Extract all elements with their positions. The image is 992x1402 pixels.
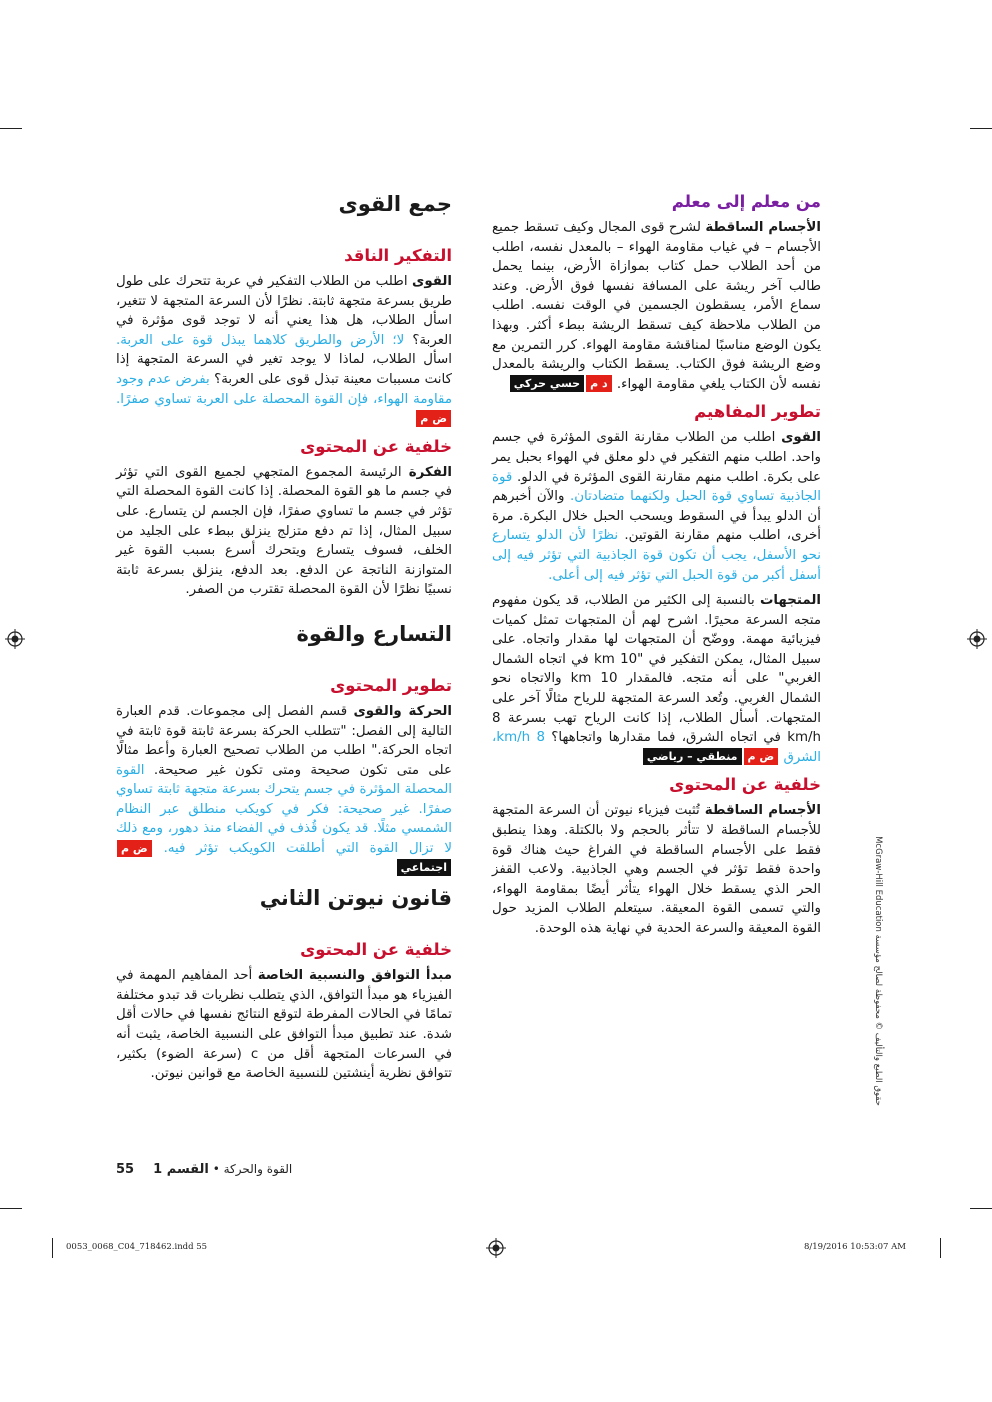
critical-thinking-heading: التفكير الناقد bbox=[344, 246, 452, 265]
concepts-text-forces-2: والآن أخبرهم أن الدلو يبدأ في السقوط ويسحب الحبل خلال البكرة. مرة أخرى، اطلب منهم مقارنة القوتين. bbox=[492, 489, 821, 544]
falling-background-paragraph bbox=[492, 801, 821, 938]
content-development-answer: القوة المحصلة المؤثرة في جسم يتحرك بسرعة متجهة ثابتة تساوي صفرًا. غير صحيحة: فكر في كويكب منطلق عبر النظام الشمسي مثلًا. قد يكون قُذف في الفضاء منذ دهور، ومع ذلك لا تزال القوة التي أطلقت الكويكب تؤثر فيه. bbox=[116, 762, 452, 857]
forces-title: جمع القوى bbox=[338, 192, 452, 216]
registration-mark-icon bbox=[967, 629, 987, 649]
registration-mark-icon bbox=[486, 1238, 506, 1258]
concepts-answer-2: نظرًا لأن الدلو يتسارع نحو الأسفل، يجب أن تكون قوة الجاذبية التي تؤثر فيه إلى أسفل أكبر من قوة الحبل التي تؤثر فيه إلى أعلى. bbox=[492, 528, 821, 583]
concepts-term-forces: القوى bbox=[781, 430, 821, 446]
main-idea-paragraph bbox=[116, 463, 452, 600]
concepts-heading: تطوير المفاهيم bbox=[694, 402, 821, 422]
critical-thinking-text-2: اسأل الطلاب، لماذا لا يوجد تغير في السرعة المتجهة إذا كانت مسببات معينة تبذل قوى على العربة؟ bbox=[116, 352, 452, 387]
copyright-side-text bbox=[870, 806, 886, 1136]
slug-datetime: 8/19/2016 10:53:07 AM bbox=[804, 1242, 907, 1252]
teacher-heading: من معلم إلى معلم bbox=[671, 192, 821, 211]
critical-thinking-text: اطلب من الطلاب التفكير في عربة تتحرك على طول طريق بسرعة متجهة ثابتة. نظرًا لأن السرعة المتجهة لا تتغير، اسأل الطلاب، هل هذا يعني أنه لا توجد قوى مؤثرة في العربة؟ bbox=[116, 274, 452, 348]
section-title: القوة والحركة bbox=[223, 1162, 293, 1176]
teacher-term: الأجسام الساقطة bbox=[705, 220, 821, 235]
copyright-text: حقوق الطبع والتأليف © محفوظة لصالح مؤسسة McGraw-Hill Education bbox=[873, 836, 883, 1106]
concepts-text-vectors: بالنسبة إلى الكثير من الطلاب، قد يكون مفهوم متجه السرعة محيرًا. اشرح لهم أن المتجهات تمثل كميات فيزيائية مهمة. ووضّح أن المتجهات لها مقدار واتجاه. على سبيل المثال، يمكن التفكير في "10 km في اتجاه الشمال الغربي" على أنه متجه. فالمقدار 10 km والاتجاه نحو الشمال الغربي. وتُعد السرعة المتجهة للرياح مثالًا آخر على المتجهات. أسأل الطلاب، إذا كانت الرياح تهب بسرعة 8 km/h في اتجاه الشرق، فما مقدارها واتجاهها؟ bbox=[492, 593, 821, 746]
content-development-heading: تطوير المحتوى bbox=[330, 675, 452, 695]
teacher-paragraph bbox=[492, 218, 821, 394]
correspondence-section bbox=[116, 938, 452, 1084]
registration-mark-icon bbox=[5, 629, 25, 649]
slug-file: 0053_0068_C04_718462.indd 55 bbox=[66, 1242, 208, 1252]
critical-thinking-answer-2: بفرض عدم وجود مقاومة الهواء، فإن القوة المحصلة على العربة تساوي صفرًا. bbox=[116, 371, 452, 407]
crop-mark bbox=[940, 1238, 941, 1258]
content-development-text: قسم الفصل إلى مجموعات. قدم العبارة التالية إلى الفصل: "تتطلب الحركة بسرعة ثابتة قوة ثابتة في اتجاه الحركة." اطلب من الطلاب تصحيح العبارة وأعط مثالًا على متى تكون صحيحة ومتى تكون غير صحيحة. bbox=[116, 703, 452, 778]
crop-mark bbox=[0, 1208, 22, 1209]
crop-mark bbox=[52, 1238, 53, 1258]
teacher-text: لشرح قوى المجال وكيف تسقط جميع الأجسام – في غياب مقاومة الهواء – بالمعدل نفسه، اطلب من أحد الطلاب حمل كتاب بموازاة الأرض، بينما يحمل طالب آخر ريشة على المسافة نفسها فوق الأرض. وعند سماع الأمر، يسقطون الجسمين في الوقت نفسه. اطلب من الطلاب ملاحظة كيف تسقط الريشة ببطء أكثر. وبهذا يكون الوضع مناسبًا لمناقشة مقاومة الهواء. كرر التمرين مع وضع الريشة فوق الكتاب. يسقط الكتاب والريشة بالمعدل نفسه لأن الكتاب يلغي مقاومة الهواء. bbox=[492, 220, 821, 392]
concepts-tag-style: منطقي – رياضي bbox=[643, 748, 742, 765]
content-development-tag-level: ض م bbox=[117, 840, 152, 857]
teacher-section bbox=[492, 190, 821, 394]
correspondence-term: مبدأ التوافق والنسبية الخاصة bbox=[257, 968, 453, 984]
left-column bbox=[116, 190, 452, 1090]
main-idea-heading: خلفية عن المحتوى bbox=[300, 436, 452, 456]
main-idea-term: الفكرة bbox=[408, 464, 452, 480]
critical-thinking-section bbox=[116, 244, 452, 429]
teacher-tag-style: حسي حركي bbox=[510, 375, 584, 392]
concepts-answer-1: قوة الجاذبية تساوي قوة الحبل ولكنهما متضادتان. bbox=[492, 469, 821, 505]
concepts-text-forces: اطلب من الطلاب مقارنة القوى المؤثرة في جسم واحد. اطلب منهم التفكير في دلو معلق في الهواء بحبل يمر على بكرة. اطلب منهم مقارنة القوى المؤثرة في الدلو. bbox=[492, 430, 821, 485]
concepts-section bbox=[492, 400, 821, 767]
falling-background-heading: خلفية عن المحتوى bbox=[669, 775, 821, 795]
content-development-term: الحركة والقوى bbox=[353, 703, 452, 719]
correspondence-text: أحد المفاهيم المهمة في الفيزياء هو مبدأ التوافق، الذي يتطلب نظريات قد تبدو مختلفة تمامًا في الحالات المفرطة لتوقع النتائج نفسها في حالات أقل شدة. عند تطبيق مبدأ التوافق على النسبية الخاصة، يثبت أنه في السرعات المتجهة أقل من c (سرعة الضوء) بكثير، تتوافق نظرية أينشتين للنسبية الخاصة مع قوانين نيوتن. bbox=[116, 968, 452, 1082]
critical-thinking-tag-level: ض م bbox=[416, 410, 451, 427]
critical-thinking-paragraph bbox=[116, 272, 452, 429]
concepts-paragraph-vectors bbox=[492, 591, 821, 767]
section-label: القسم 1 bbox=[153, 1162, 209, 1177]
concepts-paragraph-forces bbox=[492, 428, 821, 585]
concepts-answer-vectors: 8 km/h، الشرق bbox=[492, 730, 821, 765]
content-development-paragraph bbox=[116, 702, 452, 878]
newton-title: قانون نيوتن الثاني bbox=[259, 886, 452, 911]
right-column bbox=[492, 190, 821, 945]
falling-background-section bbox=[492, 773, 821, 938]
footer-bullet: • bbox=[212, 1162, 220, 1176]
teacher-tag-level: د م bbox=[586, 375, 612, 392]
falling-background-term: الأجسام الساقطة bbox=[704, 803, 821, 819]
correspondence-heading: خلفية عن المحتوى bbox=[300, 940, 452, 960]
correspondence-paragraph bbox=[116, 966, 452, 1084]
crop-mark bbox=[970, 1208, 992, 1209]
page-footer bbox=[116, 1162, 292, 1177]
main-idea-text: الرئيسة المجموع المتجهي لجميع القوى التي تؤثر في جسم ما هو القوة المحصلة. إذا كانت القوة المحصلة التي تؤثر في جسم ما تساوي صفرًا، فإن الجسم لن يتسارع. على سبيل المثال، إذا تم دفع متزلج ينزلق ببطء على الجليد من الخلف، فسوف يتسارع ويتحرك أسرع بسبب القوة غير المتوازنة الناتجة عن الدفع. بعد الدفع، ينزلق بسرعة ثابتة نسبيًا نظرًا لأن القوة المحصلة تقترب من الصفر. bbox=[116, 464, 452, 598]
main-idea-section bbox=[116, 435, 452, 600]
crop-mark bbox=[970, 128, 992, 129]
falling-background-text: تُثبت فيزياء نيوتن أن السرعة المتجهة للأجسام الساقطة لا تتأثر بالحجم ولا بالكتلة. وهذا ينطبق فقط على الأجسام الساقطة في الفراغ حيث هناك قوة واحدة فقط تؤثر في الجسم وهي الجاذبية. ولاعب القفز الحر الذي يسقط خلال الهواء يتأثر أيضًا بمقاومة الهواء، والتي تسمى القوة المعيقة. سيتعلم الطلاب المزيد حول القوة المعيقة والسرعة الحدية في نهاية هذه الوحدة. bbox=[492, 803, 821, 936]
page-number: 55 bbox=[116, 1162, 135, 1177]
crop-mark bbox=[0, 128, 22, 129]
acceleration-title: التسارع والقوة bbox=[296, 621, 452, 646]
critical-thinking-term: القوى bbox=[412, 274, 452, 289]
concepts-tag-level: ض م bbox=[744, 748, 779, 765]
content-development-section bbox=[116, 674, 452, 878]
concepts-term-vectors: المتجهات bbox=[759, 593, 821, 609]
critical-thinking-answer-1: لا؛ الأرض والطريق كلاهما يبذل قوة على العربة. bbox=[116, 332, 405, 348]
content-development-tag-style: اجتماعي bbox=[397, 859, 451, 876]
